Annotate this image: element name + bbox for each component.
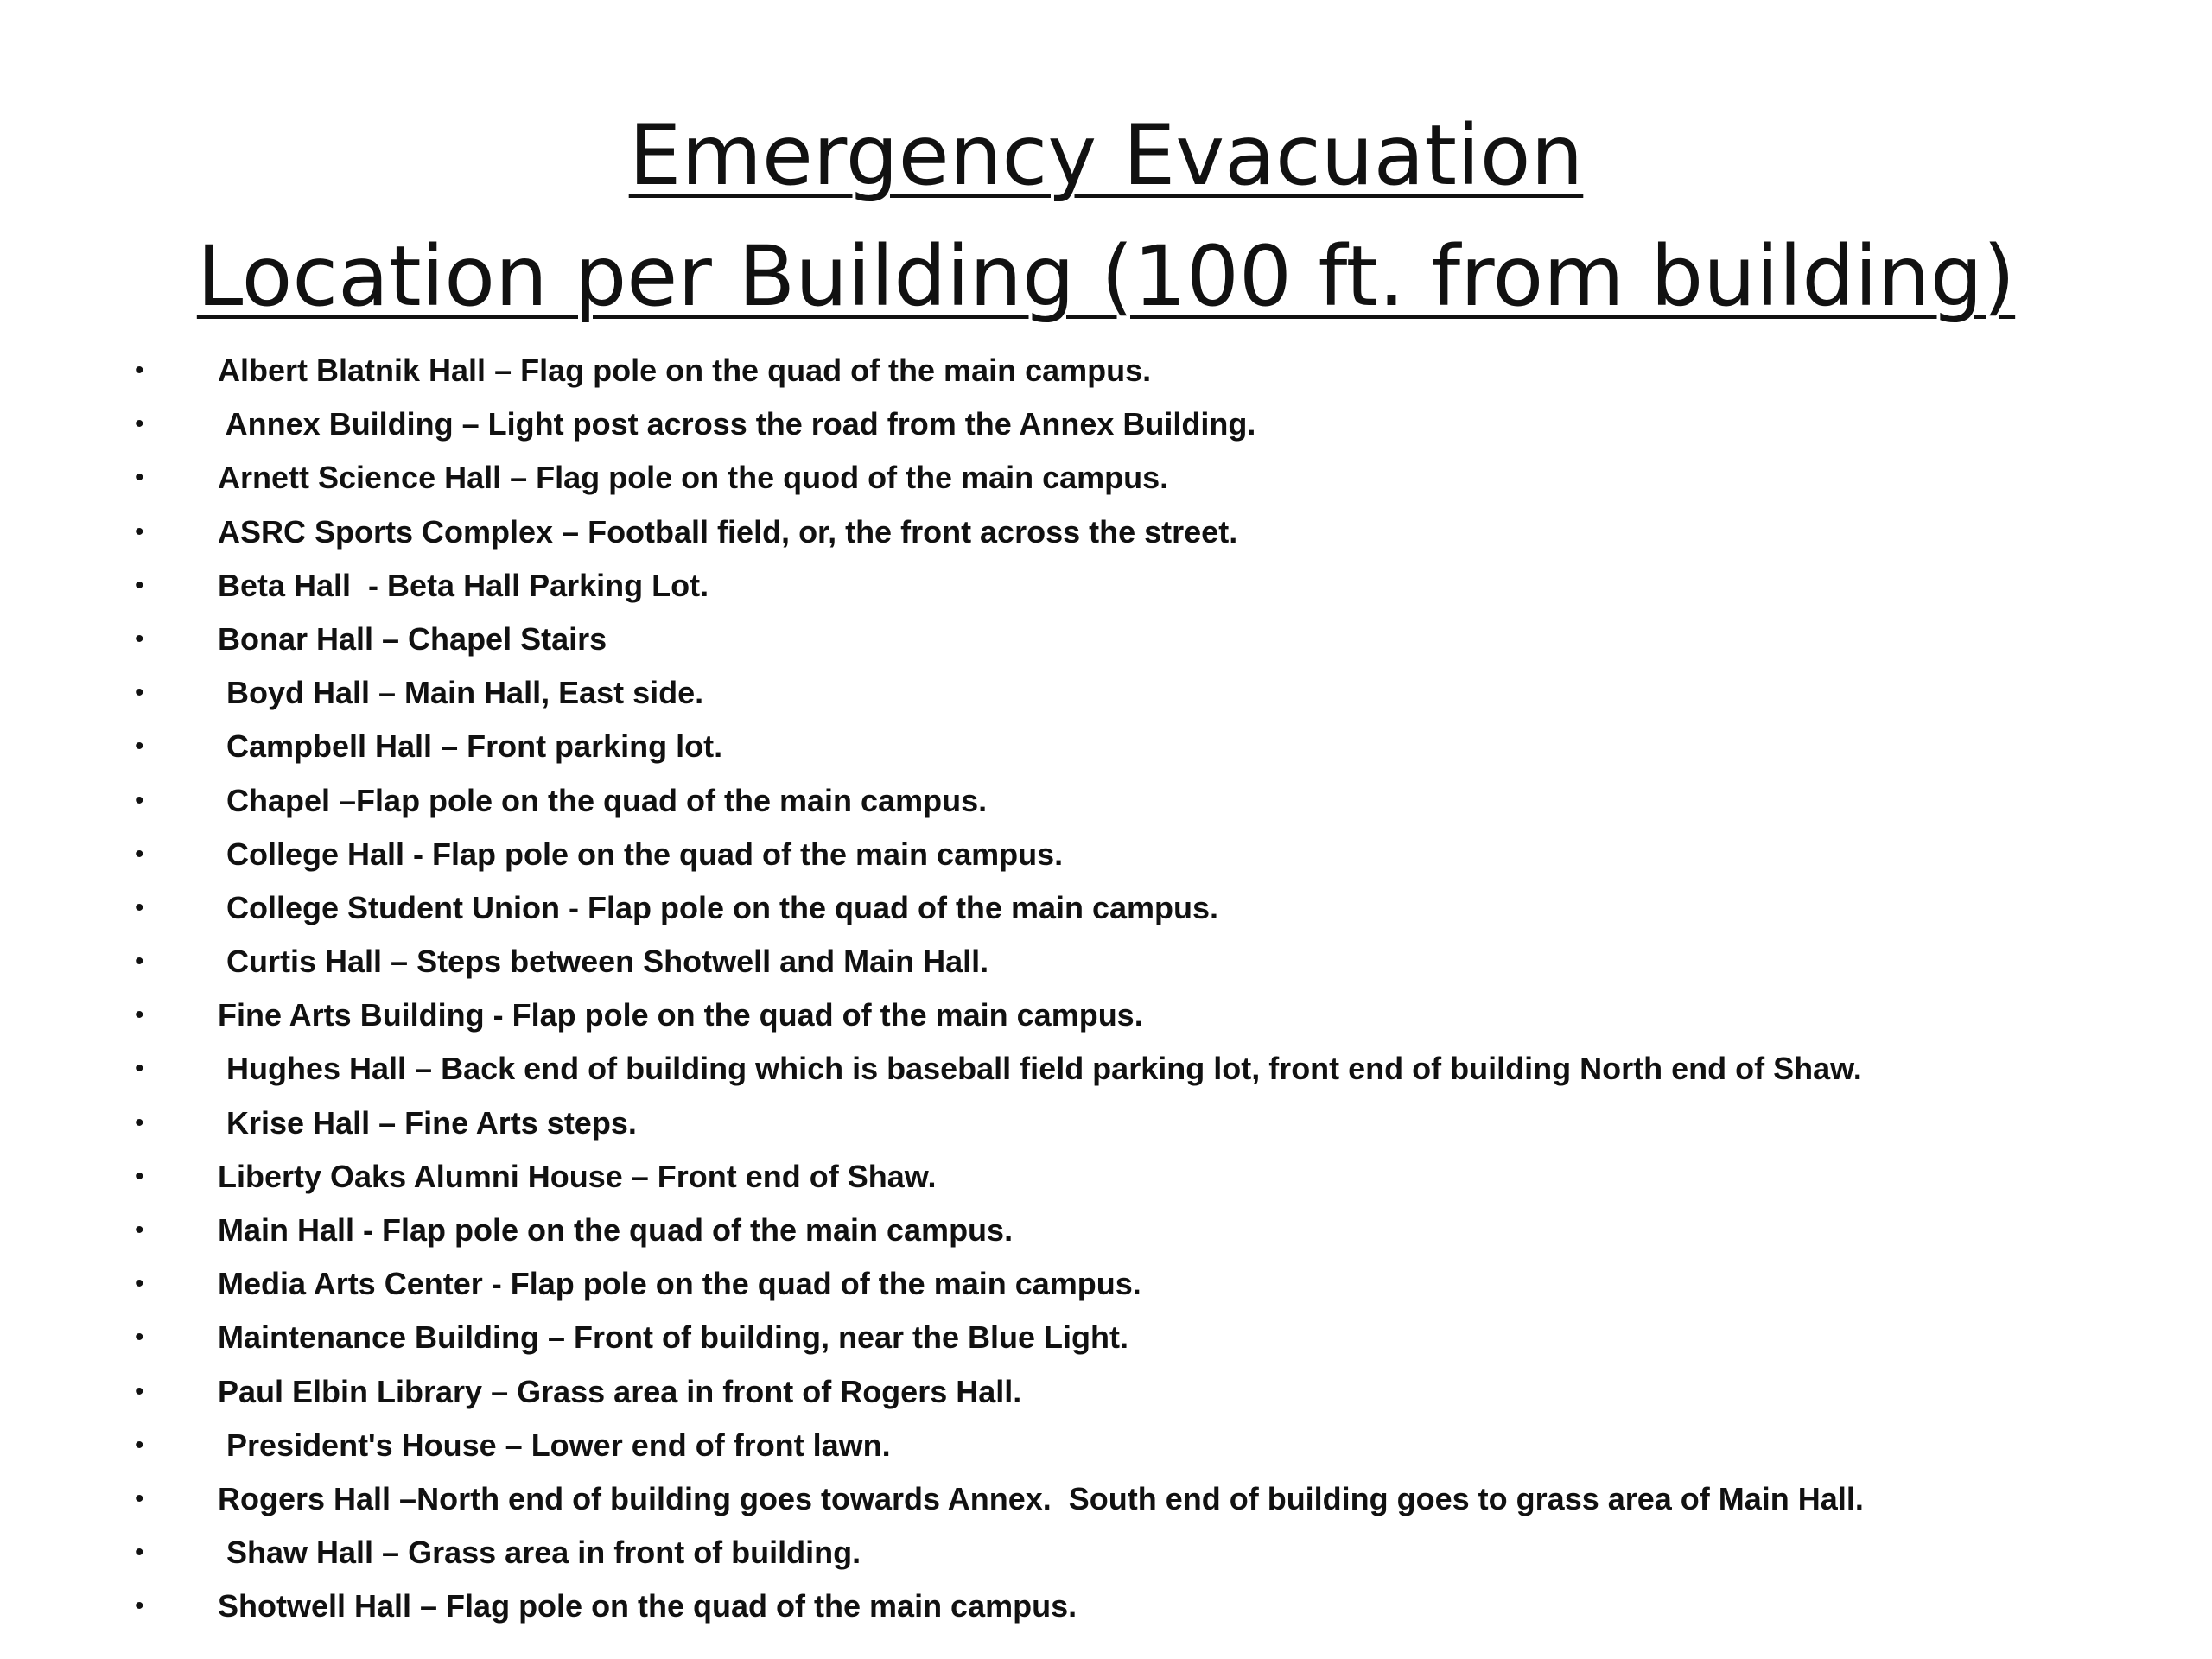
list-item-text: Chapel –Flap pole on the quad of the main campus. [218, 782, 988, 818]
list-item-text: Annex Building – Light post across the road from the Annex Building. [218, 406, 1256, 442]
bullet-icon: • [135, 1269, 144, 1299]
list-item-text: College Hall - Flap pole on the quad of the main campus. [218, 836, 1064, 872]
list-item-text: Campbell Hall – Front parking lot. [218, 728, 723, 765]
list-item [0, 720, 2212, 773]
list-item-text: College Student Union - Flap pole on the quad of the main campus. [218, 889, 1219, 925]
bullet-icon: • [135, 732, 144, 761]
list-item [0, 666, 2212, 720]
list-item-text: President's House – Lower end of front lawn. [218, 1427, 891, 1463]
bullet-icon: • [135, 947, 144, 976]
list-item-text: Media Arts Center - Flap pole on the quad of the main campus. [218, 1266, 1141, 1302]
list-item [0, 828, 2212, 881]
list-item-text: Hughes Hall – Back end of building which is baseball field parking lot, front end of building North end of Shaw. [218, 1051, 1862, 1087]
bullet-icon: • [135, 785, 144, 815]
bullet-icon: • [135, 1054, 144, 1084]
bullet-icon: • [135, 1484, 144, 1513]
list-item [0, 1150, 2212, 1204]
list-item-text: Shaw Hall – Grass area in front of building. [218, 1535, 861, 1571]
list-item-text: Curtis Hall – Steps between Shotwell and Main Hall. [218, 944, 989, 980]
list-item-text: ASRC Sports Complex – Football field, or, the front across the street. [218, 513, 1238, 550]
list-item [0, 1365, 2212, 1419]
list-item-text: Arnett Science Hall – Flag pole on the quod of the main campus. [218, 460, 1169, 496]
bullet-icon: • [135, 1323, 144, 1352]
bullet-icon: • [135, 624, 144, 653]
list-item [0, 774, 2212, 828]
list-item [0, 1526, 2212, 1580]
bullet-icon: • [135, 1108, 144, 1137]
list-item [0, 1580, 2212, 1633]
list-item [0, 1042, 2212, 1096]
list-item [0, 505, 2212, 559]
bullet-icon: • [135, 893, 144, 922]
list-item-text: Liberty Oaks Alumni House – Front end of Shaw. [218, 1158, 937, 1194]
title-line-1: Emergency Evacuation [628, 107, 1584, 204]
list-item [0, 1419, 2212, 1472]
list-item [0, 935, 2212, 988]
list-item [0, 397, 2212, 451]
bullet-icon: • [135, 1376, 144, 1406]
list-item [0, 1096, 2212, 1150]
bullet-icon: • [135, 463, 144, 493]
list-item [0, 881, 2212, 935]
list-item-text: Boyd Hall – Main Hall, East side. [218, 675, 704, 711]
list-item-text: Shotwell Hall – Flag pole on the quad of the main campus. [218, 1588, 1077, 1624]
title-line-2: Location per Building (100 ft. from building) [196, 228, 2016, 325]
bullet-icon: • [135, 1001, 144, 1030]
bullet-icon: • [135, 1592, 144, 1621]
list-item [0, 559, 2212, 613]
bullet-icon: • [135, 839, 144, 868]
list-item-text: Beta Hall - Beta Hall Parking Lot. [218, 567, 709, 603]
list-item [0, 1472, 2212, 1526]
page-title [0, 95, 2212, 337]
bullet-icon: • [135, 517, 144, 546]
list-item [0, 1257, 2212, 1311]
list-item-text: Rogers Hall –North end of building goes towards Annex. South end of building goes to grass area of Main Hall. [218, 1480, 1864, 1516]
bullet-icon: • [135, 678, 144, 708]
list-item-text: Maintenance Building – Front of building, near the Blue Light. [218, 1319, 1128, 1356]
list-item-text: Bonar Hall – Chapel Stairs [218, 620, 607, 657]
bullet-icon: • [135, 1161, 144, 1191]
evacuation-location-list [0, 344, 2212, 1634]
list-item-text: Albert Blatnik Hall – Flag pole on the quad of the main campus. [218, 353, 1152, 388]
list-item [0, 1311, 2212, 1364]
list-item [0, 613, 2212, 666]
list-item [0, 988, 2212, 1042]
list-item [0, 1204, 2212, 1257]
bullet-icon: • [135, 570, 144, 600]
list-item [0, 451, 2212, 505]
bullet-icon: • [135, 356, 144, 385]
list-item-text: Fine Arts Building - Flap pole on the quad of the main campus. [218, 997, 1143, 1033]
bullet-icon: • [135, 1538, 144, 1567]
list-item-text: Paul Elbin Library – Grass area in front of Rogers Hall. [218, 1373, 1022, 1409]
bullet-icon: • [135, 1430, 144, 1459]
bullet-icon: • [135, 1216, 144, 1244]
list-item-text: Main Hall - Flap pole on the quad of the main campus. [218, 1212, 1014, 1248]
list-item-text: Krise Hall – Fine Arts steps. [218, 1104, 637, 1141]
list-item [0, 344, 2212, 397]
bullet-icon: • [135, 410, 144, 439]
